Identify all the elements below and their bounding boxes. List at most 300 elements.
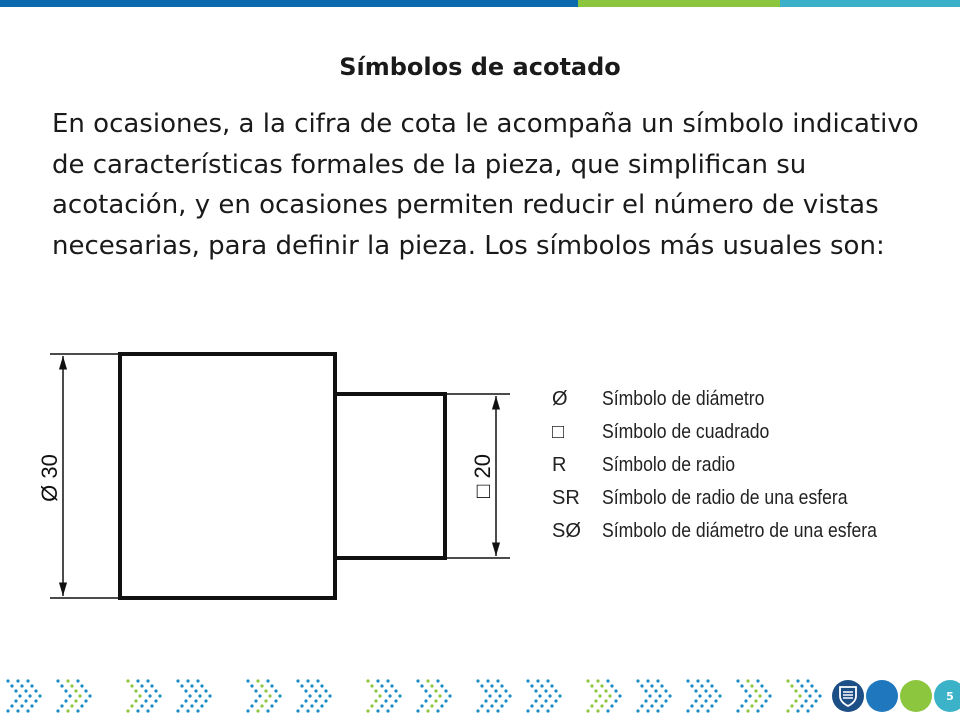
chevron-dot (714, 699, 717, 702)
chevron-dot (366, 679, 369, 682)
chevron-dot (668, 694, 671, 697)
chevron-dot (328, 694, 331, 697)
chevron-dot (126, 679, 129, 682)
chevron-dot (246, 709, 249, 712)
chevron-dot (808, 694, 811, 697)
chevron-dot (750, 704, 753, 707)
chevron-dot (794, 699, 797, 702)
chevron-dot (544, 699, 547, 702)
chevron-dot (606, 679, 609, 682)
chevron-dot (664, 699, 667, 702)
chevron-dot (696, 679, 699, 682)
chevron-dot (786, 709, 789, 712)
chevron-dot (800, 704, 803, 707)
chevron-dot (704, 689, 707, 692)
chevron-dot (810, 704, 813, 707)
chevron-dot (696, 709, 699, 712)
chevron-dot (554, 689, 557, 692)
chevron-dot (268, 694, 271, 697)
chevron-dot (750, 684, 753, 687)
chevron-dot (710, 684, 713, 687)
chevron-dot (646, 679, 649, 682)
chevron-dot (610, 704, 613, 707)
chevron-dot (144, 699, 147, 702)
chevron-dot (768, 694, 771, 697)
chevron-dot (614, 699, 617, 702)
chevron-dot (686, 679, 689, 682)
chevron-dot (444, 699, 447, 702)
chevron-dot (786, 679, 789, 682)
chevron-dot (316, 679, 319, 682)
chevron-dot (186, 679, 189, 682)
chevron-dot (660, 704, 663, 707)
chevron-dot (304, 689, 307, 692)
chevron-dot (814, 699, 817, 702)
chevron-dot (664, 689, 667, 692)
chevron-dot (494, 699, 497, 702)
chevron-dot (448, 694, 451, 697)
chevron-dot (138, 694, 141, 697)
chevron-dot (14, 699, 17, 702)
chevron-dot (270, 704, 273, 707)
slide-body-text: En ocasiones, a la cifra de cota le acompaña un símbolo indicativo de características formales de la pieza, que simplifican su acotación, y en ocasiones permiten reducir el número de vistas necesarias, para definir la pieza. Los símbolos más usuales son: (52, 109, 919, 261)
chevron-dot (56, 679, 59, 682)
chevron-dot (374, 699, 377, 702)
chevron-dot (604, 699, 607, 702)
chevron-dot (526, 709, 529, 712)
chevron-dot (746, 709, 749, 712)
chevron-dot (380, 684, 383, 687)
chevron-dot (308, 694, 311, 697)
chevron-dot (176, 709, 179, 712)
chevron-dot (420, 704, 423, 707)
chevron-dot (388, 694, 391, 697)
chevron-dot (818, 694, 821, 697)
chevron-dot (754, 689, 757, 692)
chevron-dot (184, 689, 187, 692)
chevron-dot (84, 699, 87, 702)
chevron-dot (646, 709, 649, 712)
top-accent-bar-teal (780, 0, 960, 7)
chevron-dot (6, 679, 9, 682)
chevron-dot (806, 679, 809, 682)
chevron-dot (424, 699, 427, 702)
chevron-dot (760, 684, 763, 687)
footer-circle-green (900, 680, 932, 712)
legend-label: Símbolo de radio de una esfera (602, 487, 848, 509)
chevron-dot (28, 694, 31, 697)
chevron-dot (180, 684, 183, 687)
legend-label: Símbolo de diámetro de una esfera (602, 520, 877, 542)
chevron-dot (440, 704, 443, 707)
footer-circle-group (832, 680, 960, 712)
legend-item (552, 515, 932, 548)
chevron-dot (194, 699, 197, 702)
chevron-dot (708, 694, 711, 697)
chevron-dot (596, 709, 599, 712)
chevron-dot (764, 699, 767, 702)
chevron-dot (704, 699, 707, 702)
chevron-dot (606, 709, 609, 712)
chevron-dot (736, 679, 739, 682)
chevron-dot (440, 684, 443, 687)
legend-item (552, 416, 932, 449)
chevron-dot (438, 694, 441, 697)
chevron-dot (376, 679, 379, 682)
chevron-dot (496, 679, 499, 682)
chevron-dot (80, 684, 83, 687)
chevron-dot (70, 684, 73, 687)
chevron-dot (594, 689, 597, 692)
chevron-dot (264, 699, 267, 702)
chevron-dot (706, 709, 709, 712)
chevron-dot (16, 709, 19, 712)
right-dimension-label: □ 20 (470, 454, 495, 498)
chevron-dot (714, 689, 717, 692)
chevron-dot (658, 694, 661, 697)
chevron-dot (434, 699, 437, 702)
chevron-dot (384, 699, 387, 702)
chevron-dot (266, 709, 269, 712)
chevron-dot (540, 684, 543, 687)
chevron-dot (266, 679, 269, 682)
chevron-dot (56, 709, 59, 712)
chevron-dot (10, 704, 13, 707)
legend-label: Símbolo de diámetro (602, 388, 765, 410)
chevron-dot (180, 704, 183, 707)
large-cylinder-outline (120, 354, 335, 598)
chevron-dot (16, 679, 19, 682)
chevron-dot (158, 694, 161, 697)
chevron-dot (794, 689, 797, 692)
chevron-dot (64, 699, 67, 702)
chevron-dot (186, 709, 189, 712)
chevron-dot (754, 699, 757, 702)
dimensioned-part-drawing (30, 338, 510, 608)
chevron-dot (310, 684, 313, 687)
chevron-dot (428, 694, 431, 697)
chevron-dot (190, 684, 193, 687)
chevron-dot (608, 694, 611, 697)
chevron-dot (66, 679, 69, 682)
chevron-dot (444, 689, 447, 692)
chevron-dot (694, 689, 697, 692)
chevron-dot (500, 704, 503, 707)
chevron-dot (278, 694, 281, 697)
chevron-dot (380, 704, 383, 707)
chevron-dot (744, 699, 747, 702)
chevron-dot (426, 709, 429, 712)
chevron-dot (740, 684, 743, 687)
chevron-dot (790, 684, 793, 687)
chevron-dot (154, 699, 157, 702)
chevron-dot (394, 699, 397, 702)
chevron-dot (250, 684, 253, 687)
chevron-dot (486, 709, 489, 712)
chevron-dot (660, 684, 663, 687)
chevron-dot (430, 704, 433, 707)
chevron-dot (644, 689, 647, 692)
chevron-dot (260, 704, 263, 707)
chevron-dot (306, 679, 309, 682)
chevron-dot (80, 704, 83, 707)
chevron-dot (490, 684, 493, 687)
chevron-dot (296, 679, 299, 682)
chevron-dot (420, 684, 423, 687)
chevron-dot (740, 704, 743, 707)
chevron-dot (758, 694, 761, 697)
chevron-dot (146, 679, 149, 682)
chevron-dot (476, 679, 479, 682)
chevron-dot (194, 689, 197, 692)
chevron-dot (600, 704, 603, 707)
left-dimension-label: Ø 30 (37, 454, 62, 502)
chevron-dot (434, 689, 437, 692)
chevron-dot (258, 694, 261, 697)
chevron-dot (534, 699, 537, 702)
chevron-dot (84, 689, 87, 692)
page-number-badge (934, 680, 960, 712)
chevron-dot (316, 709, 319, 712)
chevron-dot (26, 709, 29, 712)
chevron-dot (374, 689, 377, 692)
chevron-dot (300, 704, 303, 707)
chevron-dot (68, 694, 71, 697)
chevron-dot (148, 694, 151, 697)
chevron-dot (500, 684, 503, 687)
chevron-dot (200, 684, 203, 687)
chevron-dot (274, 689, 277, 692)
chevron-dot (24, 699, 27, 702)
chevron-dot (800, 684, 803, 687)
chevron-dot (690, 704, 693, 707)
chevron-dot (508, 694, 511, 697)
chevron-dot (544, 689, 547, 692)
chevron-dot (198, 694, 201, 697)
chevron-dot (530, 684, 533, 687)
chevron-dot (436, 709, 439, 712)
chevron-dot (204, 689, 207, 692)
chevron-dot (424, 689, 427, 692)
chevron-dot (558, 694, 561, 697)
top-accent-bar-blue (0, 0, 578, 7)
slide-title: Símbolos de acotado (339, 53, 621, 81)
chevron-dot (384, 689, 387, 692)
chevron-dot (314, 699, 317, 702)
chevron-dot (136, 709, 139, 712)
chevron-dot (590, 704, 593, 707)
chevron-dot (398, 694, 401, 697)
chevron-dot (426, 679, 429, 682)
chevron-dot (526, 679, 529, 682)
top-accent-bar-green (578, 0, 780, 7)
legend-item (552, 383, 932, 416)
chevron-dot (274, 699, 277, 702)
chevron-dot (806, 709, 809, 712)
legend-item (552, 449, 932, 482)
chevron-dot (88, 694, 91, 697)
chevron-dot (748, 694, 751, 697)
chevron-dot (154, 689, 157, 692)
chevron-dot (486, 679, 489, 682)
chevron-dot (140, 684, 143, 687)
chevron-dot (804, 699, 807, 702)
chevron-dot (480, 684, 483, 687)
chevron-dot (324, 689, 327, 692)
legend-symbol: R (552, 454, 567, 476)
chevron-dot (534, 689, 537, 692)
chevron-dot (60, 684, 63, 687)
chevron-dot (644, 699, 647, 702)
chevron-dot (686, 709, 689, 712)
chevron-dot (306, 709, 309, 712)
chevron-dot (796, 709, 799, 712)
chevron-dot (74, 689, 77, 692)
chevron-dot (30, 704, 33, 707)
chevron-dot (604, 689, 607, 692)
chevron-dot (498, 694, 501, 697)
chevron-dot (656, 679, 659, 682)
chevron-dot (70, 704, 73, 707)
chevron-dot (314, 689, 317, 692)
chevron-dot (586, 679, 589, 682)
chevron-dot (756, 709, 759, 712)
chevron-dot (490, 704, 493, 707)
chevron-dot (548, 694, 551, 697)
chevron-dot (144, 689, 147, 692)
chevron-dot (250, 704, 253, 707)
chevron-dot (650, 704, 653, 707)
chevron-dot (254, 689, 257, 692)
chevron-dot (14, 689, 17, 692)
chevron-dot (136, 679, 139, 682)
chevron-dot (416, 679, 419, 682)
chevron-dot (586, 709, 589, 712)
chevron-dot (484, 689, 487, 692)
chevron-dot (494, 689, 497, 692)
chevron-dot (654, 689, 657, 692)
chevron-dot (370, 704, 373, 707)
chevron-dot (804, 689, 807, 692)
chevron-dot (134, 699, 137, 702)
chevron-dot (390, 684, 393, 687)
page-number: 5 (946, 689, 954, 703)
chevron-dot (550, 704, 553, 707)
chevron-dot (130, 704, 133, 707)
chevron-dot (640, 684, 643, 687)
legend-label: Símbolo de radio (602, 454, 736, 476)
chevron-dot (200, 704, 203, 707)
chevron-dot (184, 699, 187, 702)
chevron-dot (386, 709, 389, 712)
chevron-dot (554, 699, 557, 702)
chevron-dot (78, 694, 81, 697)
chevron-dot (196, 679, 199, 682)
chevron-dot (18, 694, 21, 697)
chevron-dot (74, 699, 77, 702)
chevron-dot (264, 689, 267, 692)
chevron-dot (26, 679, 29, 682)
chevron-dot (614, 689, 617, 692)
chevron-dot (34, 699, 37, 702)
chevron-dot (654, 699, 657, 702)
chevron-dot (504, 699, 507, 702)
chevron-dot (324, 699, 327, 702)
chevron-dot (790, 704, 793, 707)
chevron-dot (600, 684, 603, 687)
footer-circle-blue (866, 680, 898, 712)
chevron-dot (310, 704, 313, 707)
chevron-dot (764, 689, 767, 692)
chevron-dot (796, 679, 799, 682)
legend-item (552, 482, 932, 515)
chevron-dot (484, 699, 487, 702)
chevron-dot (504, 689, 507, 692)
chevron-dot (480, 704, 483, 707)
chevron-dot (204, 699, 207, 702)
chevron-dot (320, 684, 323, 687)
chevron-dot (260, 684, 263, 687)
chevron-dot (636, 679, 639, 682)
chevron-dot (706, 679, 709, 682)
chevron-dot (146, 709, 149, 712)
chevron-dot (756, 679, 759, 682)
legend-symbol: SØ (552, 520, 581, 542)
chevron-dot (34, 689, 37, 692)
chevron-dot (594, 699, 597, 702)
chevron-dot (6, 709, 9, 712)
chevron-dot (296, 709, 299, 712)
chevron-dot (394, 689, 397, 692)
chevron-dot (76, 679, 79, 682)
chevron-dot (370, 684, 373, 687)
chevron-dot (596, 679, 599, 682)
chevron-dot (430, 684, 433, 687)
chevron-dot (690, 684, 693, 687)
chevron-dot (126, 709, 129, 712)
chevron-dot (176, 679, 179, 682)
chevron-dot (66, 709, 69, 712)
chevron-dot (150, 684, 153, 687)
chevron-dot (546, 679, 549, 682)
chevron-dot (130, 684, 133, 687)
chevron-dot (304, 699, 307, 702)
chevron-dot (24, 689, 27, 692)
chevron-dot (496, 709, 499, 712)
chevron-dot (76, 709, 79, 712)
chevron-dot (650, 684, 653, 687)
chevron-dot (320, 704, 323, 707)
chevron-dot (300, 684, 303, 687)
chevron-dot (618, 694, 621, 697)
chevron-dot (140, 704, 143, 707)
chevron-dot (744, 689, 747, 692)
chevron-dot (810, 684, 813, 687)
chevron-dot (640, 704, 643, 707)
legend-symbol: SR (552, 487, 580, 509)
chevron-dot (540, 704, 543, 707)
chevron-dot (318, 694, 321, 697)
chevron-dot (710, 704, 713, 707)
chevron-dot (718, 694, 721, 697)
chevron-dot (20, 684, 23, 687)
chevron-dot (590, 684, 593, 687)
chevron-dot (256, 679, 259, 682)
chevron-dot (60, 704, 63, 707)
symbol-legend (552, 383, 932, 548)
chevron-dot (208, 694, 211, 697)
chevron-dot (134, 689, 137, 692)
